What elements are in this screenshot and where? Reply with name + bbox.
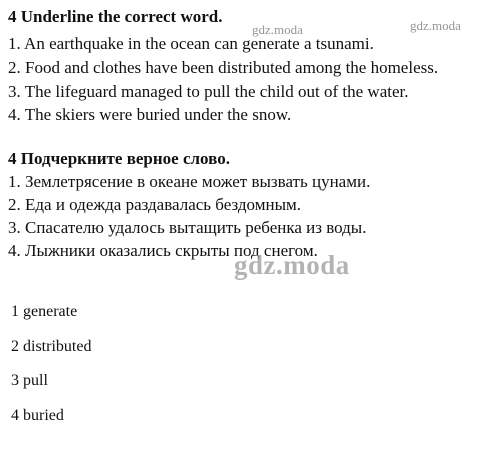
russian-sentence-2: 2. Еда и одежда раздавалась бездомным.	[8, 195, 301, 214]
exercise-heading-russian: 4 Подчеркните верное слово.	[8, 149, 230, 168]
english-sentence-2: 2. Food and clothes have been distributed among the homeless.	[8, 58, 439, 77]
english-sentence-3: 3. The lifeguard managed to pull the child out of the water.	[8, 82, 409, 101]
answer-1: 1 generate	[11, 303, 78, 320]
watermark-small-2: gdz.moda	[410, 18, 461, 33]
exercise-heading-english: 4 Underline the correct word.	[8, 7, 223, 26]
answer-3: 3 pull	[11, 372, 48, 389]
russian-sentence-1: 1. Землетрясение в океане может вызвать цунами.	[8, 172, 371, 191]
answer-4: 4 buried	[11, 407, 64, 424]
answer-2: 2 distributed	[11, 338, 92, 355]
watermark-small-1: gdz.moda	[252, 22, 303, 37]
watermark-large: gdz.moda	[234, 250, 350, 280]
english-sentence-1: 1. An earthquake in the ocean can generate a tsunami.	[8, 34, 374, 53]
russian-sentence-3: 3. Спасателю удалось вытащить ребенка из воды.	[8, 218, 367, 237]
russian-sentence-4: 4. Лыжники оказались скрыты под снегом.	[8, 241, 318, 260]
english-sentence-4: 4. The skiers were buried under the snow.	[8, 105, 292, 124]
